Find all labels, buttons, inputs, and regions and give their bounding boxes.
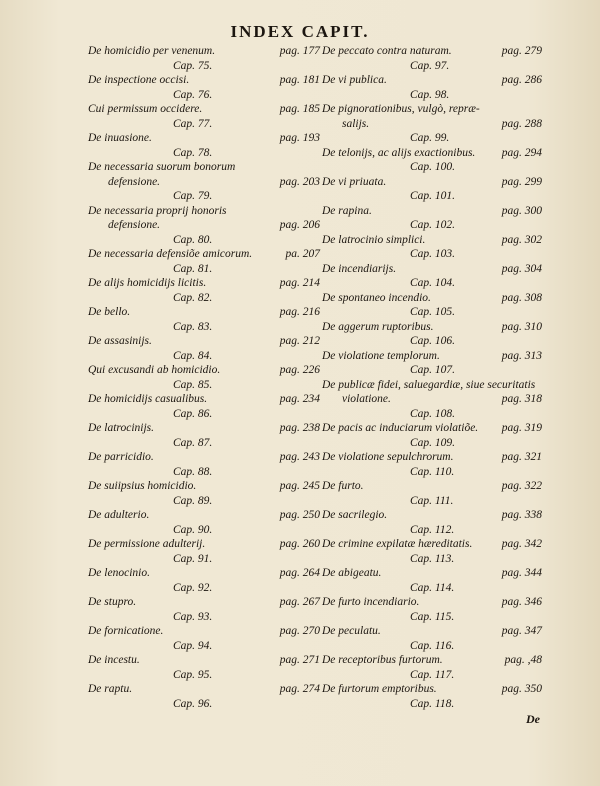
entry-chapter: Cap. 101. [410, 190, 456, 202]
entry-chapter: Cap. 117. [410, 668, 455, 681]
index-entry [88, 508, 320, 537]
entry-chapter: Cap. 91. [173, 552, 213, 565]
entry-chapter: Cap. 99. [410, 132, 450, 144]
entry-title: De incendiarijs. [322, 262, 397, 275]
entry-page: pag. 203 [279, 175, 320, 188]
entry-page: pag. 271 [279, 654, 320, 666]
index-column-left [88, 44, 320, 711]
entry-title: De violatione templorum. [322, 349, 440, 362]
entry-title: De lenocinio. [88, 567, 150, 579]
entry-title: De pacis ac induciarum violatiõe. [322, 422, 479, 434]
entry-title: De abigeatu. [322, 567, 382, 579]
entry-page: pag. 264 [279, 567, 320, 579]
index-entry [88, 160, 320, 204]
entry-title: De peculatu. [322, 625, 381, 637]
entry-chapter: Cap. 86. [173, 407, 213, 420]
entry-title-continued: defensione. [108, 219, 161, 231]
entry-page: pag. 308 [501, 291, 542, 304]
index-entry [322, 102, 542, 146]
entry-page: pag. 250 [279, 509, 320, 521]
entry-chapter: Cap. 84. [173, 349, 213, 362]
index-entry [322, 682, 542, 711]
index-entry [322, 146, 542, 175]
entry-chapter: Cap. 96. [173, 697, 213, 710]
catchword: De [526, 712, 540, 726]
entry-title: De suiipsius homicidio. [88, 480, 197, 492]
index-entry [88, 73, 320, 102]
entry-page: pag. 342 [501, 538, 542, 550]
entry-chapter: Cap. 89. [173, 494, 213, 507]
entry-title: De incestu. [88, 654, 140, 666]
entry-page: pag. 302 [501, 233, 542, 246]
index-entry [322, 44, 542, 73]
entry-title: De pignorationibus, vulgò, repræ- [322, 103, 480, 115]
entry-chapter: Cap. 110. [410, 465, 455, 478]
entry-title: De vi publica. [322, 74, 387, 86]
entry-chapter: Cap. 104. [410, 277, 456, 289]
entry-title: De fornicatione. [88, 625, 164, 637]
entry-chapter: Cap. 85. [173, 378, 213, 391]
entry-page: pag. 288 [501, 117, 542, 130]
entry-chapter: Cap. 78. [173, 146, 213, 159]
index-entry [322, 595, 542, 624]
index-entry [88, 334, 320, 363]
index-entry [322, 349, 542, 378]
index-entry [88, 247, 320, 276]
entry-title: De assasinijs. [88, 335, 152, 347]
entry-chapter: Cap. 75. [173, 59, 213, 72]
entry-chapter: Cap. 107. [410, 364, 456, 376]
index-entry [88, 450, 320, 479]
entry-chapter: Cap. 111. [410, 494, 454, 507]
index-entry [88, 624, 320, 653]
entry-chapter: Cap. 115. [410, 610, 455, 623]
index-entry [322, 450, 542, 479]
entry-chapter: Cap. 114. [410, 581, 455, 594]
entry-chapter: Cap. 80. [173, 233, 213, 246]
page-header: INDEX CAPIT. [230, 22, 370, 41]
index-entry [88, 682, 320, 711]
entry-chapter: Cap. 112. [410, 523, 455, 536]
entry-page: pag. 181 [279, 74, 320, 86]
entry-page: pag. 267 [279, 596, 320, 608]
index-entry [88, 537, 320, 566]
entry-title: De rapina. [322, 204, 372, 217]
entry-page: pag. 319 [501, 422, 542, 434]
entry-chapter: Cap. 90. [173, 523, 213, 536]
entry-page: pag. 338 [501, 509, 542, 521]
entry-title: De adulterio. [88, 509, 150, 521]
entry-title: De peccato contra naturam. [322, 45, 452, 57]
entry-chapter: Cap. 97. [410, 59, 450, 72]
entry-chapter: Cap. 105. [410, 306, 456, 318]
index-entry [88, 44, 320, 73]
entry-page: pag. 270 [279, 625, 320, 637]
entry-page: pag. 234 [279, 393, 320, 405]
entry-page: pag. 243 [279, 451, 320, 463]
index-entry [322, 233, 542, 262]
entry-title: De parricidio. [88, 451, 154, 463]
index-entry [88, 595, 320, 624]
entry-page: pag. 344 [501, 567, 542, 579]
entry-page: pa. 207 [285, 248, 320, 260]
index-entry [88, 204, 320, 248]
entry-chapter: Cap. 106. [410, 335, 456, 347]
entry-page: pag. 260 [279, 538, 320, 550]
index-entry [322, 479, 542, 508]
entry-page: pag. 226 [279, 364, 320, 376]
index-entry [322, 73, 542, 102]
index-entry [88, 392, 320, 421]
entry-page: pag. 177 [279, 45, 320, 57]
entry-page: pag. 346 [501, 596, 542, 608]
entry-page: pag. 304 [501, 262, 542, 275]
entry-page: pag. 318 [501, 393, 542, 405]
entry-page: pag. 216 [279, 306, 320, 318]
entry-title-continued: violatione. [342, 393, 391, 405]
entry-title: Cui permissum occidere. [88, 103, 203, 115]
entry-chapter: Cap. 76. [173, 88, 213, 101]
entry-page: pag. 206 [279, 219, 320, 231]
entry-chapter: Cap. 109. [410, 436, 456, 449]
index-entry [88, 102, 320, 131]
entry-chapter: Cap. 118. [410, 697, 455, 710]
entry-title-continued: salijs. [342, 117, 370, 130]
index-entry [322, 291, 542, 320]
entry-page: pag. 286 [501, 74, 542, 86]
entry-title: De telonijs, ac alijs exactionibus. [322, 146, 476, 159]
index-entry [88, 363, 320, 392]
index-entry [88, 305, 320, 334]
index-entry [88, 131, 320, 160]
entry-chapter: Cap. 77. [173, 117, 213, 130]
entry-chapter: Cap. 95. [173, 668, 213, 681]
entry-chapter: Cap. 88. [173, 465, 213, 478]
index-entry [88, 566, 320, 595]
entry-title: De permissione adulterij. [88, 538, 206, 550]
entry-title: De aggerum ruptoribus. [322, 320, 434, 333]
entry-title: De vi priuata. [322, 175, 387, 188]
entry-title: De necessaria proprij honoris [88, 204, 227, 217]
entry-page: pag. 193 [279, 132, 320, 144]
entry-title: Qui excusandi ab homicidio. [88, 364, 221, 376]
index-entry [322, 378, 542, 422]
entry-chapter: Cap. 108. [410, 407, 456, 420]
entry-page: pag. 294 [501, 146, 542, 159]
entry-page: pag. 310 [501, 320, 542, 333]
entry-page: pag. 274 [279, 683, 320, 695]
index-entry [322, 175, 542, 204]
index-entry [88, 479, 320, 508]
entry-title: De necessaria suorum bonorum [88, 161, 236, 173]
entry-title: De inuasione. [88, 132, 152, 144]
entry-page: pag. 350 [501, 683, 542, 695]
entry-page: pag. 347 [501, 625, 542, 637]
entry-page: pag. 238 [279, 422, 320, 434]
entry-title: De crimine expilatæ hæreditatis. [322, 538, 473, 550]
entry-title: De furtorum emptoribus. [322, 683, 437, 695]
entry-chapter: Cap. 93. [173, 610, 213, 623]
index-entry [322, 653, 542, 682]
index-entry [88, 421, 320, 450]
index-entry [322, 566, 542, 595]
index-entry [322, 320, 542, 349]
entry-title: De spontaneo incendio. [322, 291, 431, 304]
entry-page: pag. 212 [279, 335, 320, 347]
entry-title: De receptoribus furtorum. [322, 654, 443, 666]
entry-title: De latrocinijs. [88, 422, 155, 434]
entry-chapter: Cap. 87. [173, 436, 213, 449]
entry-title: De furto. [322, 480, 364, 492]
entry-title: De homicidio per venenum. [88, 45, 216, 57]
entry-title-continued: defensione. [108, 175, 161, 188]
index-entry [88, 653, 320, 682]
index-entry [322, 624, 542, 653]
entry-chapter: Cap. 100. [410, 161, 456, 173]
entry-chapter: Cap. 116. [410, 639, 455, 652]
entry-title: De necessaria defensiõe amicorum. [88, 248, 253, 260]
index-entry [322, 421, 542, 450]
entry-title: De inspectione occisi. [88, 74, 190, 86]
entry-page: pag. 313 [501, 349, 542, 362]
entry-title: De publicæ fidei, saluegardiæ, siue securitatis [322, 378, 536, 391]
entry-chapter: Cap. 98. [410, 88, 450, 101]
entry-chapter: Cap. 102. [410, 219, 456, 231]
entry-title: De raptu. [88, 683, 133, 695]
entry-title: De furto incendiario. [322, 596, 420, 608]
entry-chapter: Cap. 94. [173, 639, 213, 652]
index-entry [322, 508, 542, 537]
index-entry [322, 537, 542, 566]
entry-page: pag. 279 [501, 45, 542, 57]
entry-page: pag. 300 [501, 204, 542, 217]
entry-title: De violatione sepulchrorum. [322, 451, 454, 463]
entry-page: pag. ,48 [504, 654, 542, 666]
entry-chapter: Cap. 79. [173, 190, 213, 202]
index-entry [322, 262, 542, 291]
index-entry [322, 204, 542, 233]
entry-page: pag. 185 [279, 103, 320, 115]
entry-title: De stupro. [88, 596, 137, 608]
index-entry [88, 276, 320, 305]
entry-title: De latrocinio simplici. [322, 233, 426, 246]
entry-chapter: Cap. 81. [173, 262, 213, 275]
entry-chapter: Cap. 113. [410, 552, 455, 565]
entry-chapter: Cap. 103. [410, 248, 456, 260]
entry-page: pag. 299 [501, 175, 542, 188]
entry-chapter: Cap. 83. [173, 320, 213, 333]
entry-page: pag. 322 [501, 480, 542, 492]
entry-title: De homicidijs casualibus. [88, 393, 208, 405]
entry-title: De bello. [88, 306, 131, 318]
entry-chapter: Cap. 92. [173, 581, 213, 594]
entry-title: De alijs homicidijs licitis. [88, 277, 207, 289]
entry-title: De sacrilegio. [322, 509, 388, 521]
entry-page: pag. 321 [501, 451, 542, 463]
entry-chapter: Cap. 82. [173, 291, 213, 304]
index-column-right [322, 44, 542, 711]
entry-page: pag. 214 [279, 277, 320, 289]
entry-page: pag. 245 [279, 480, 320, 492]
